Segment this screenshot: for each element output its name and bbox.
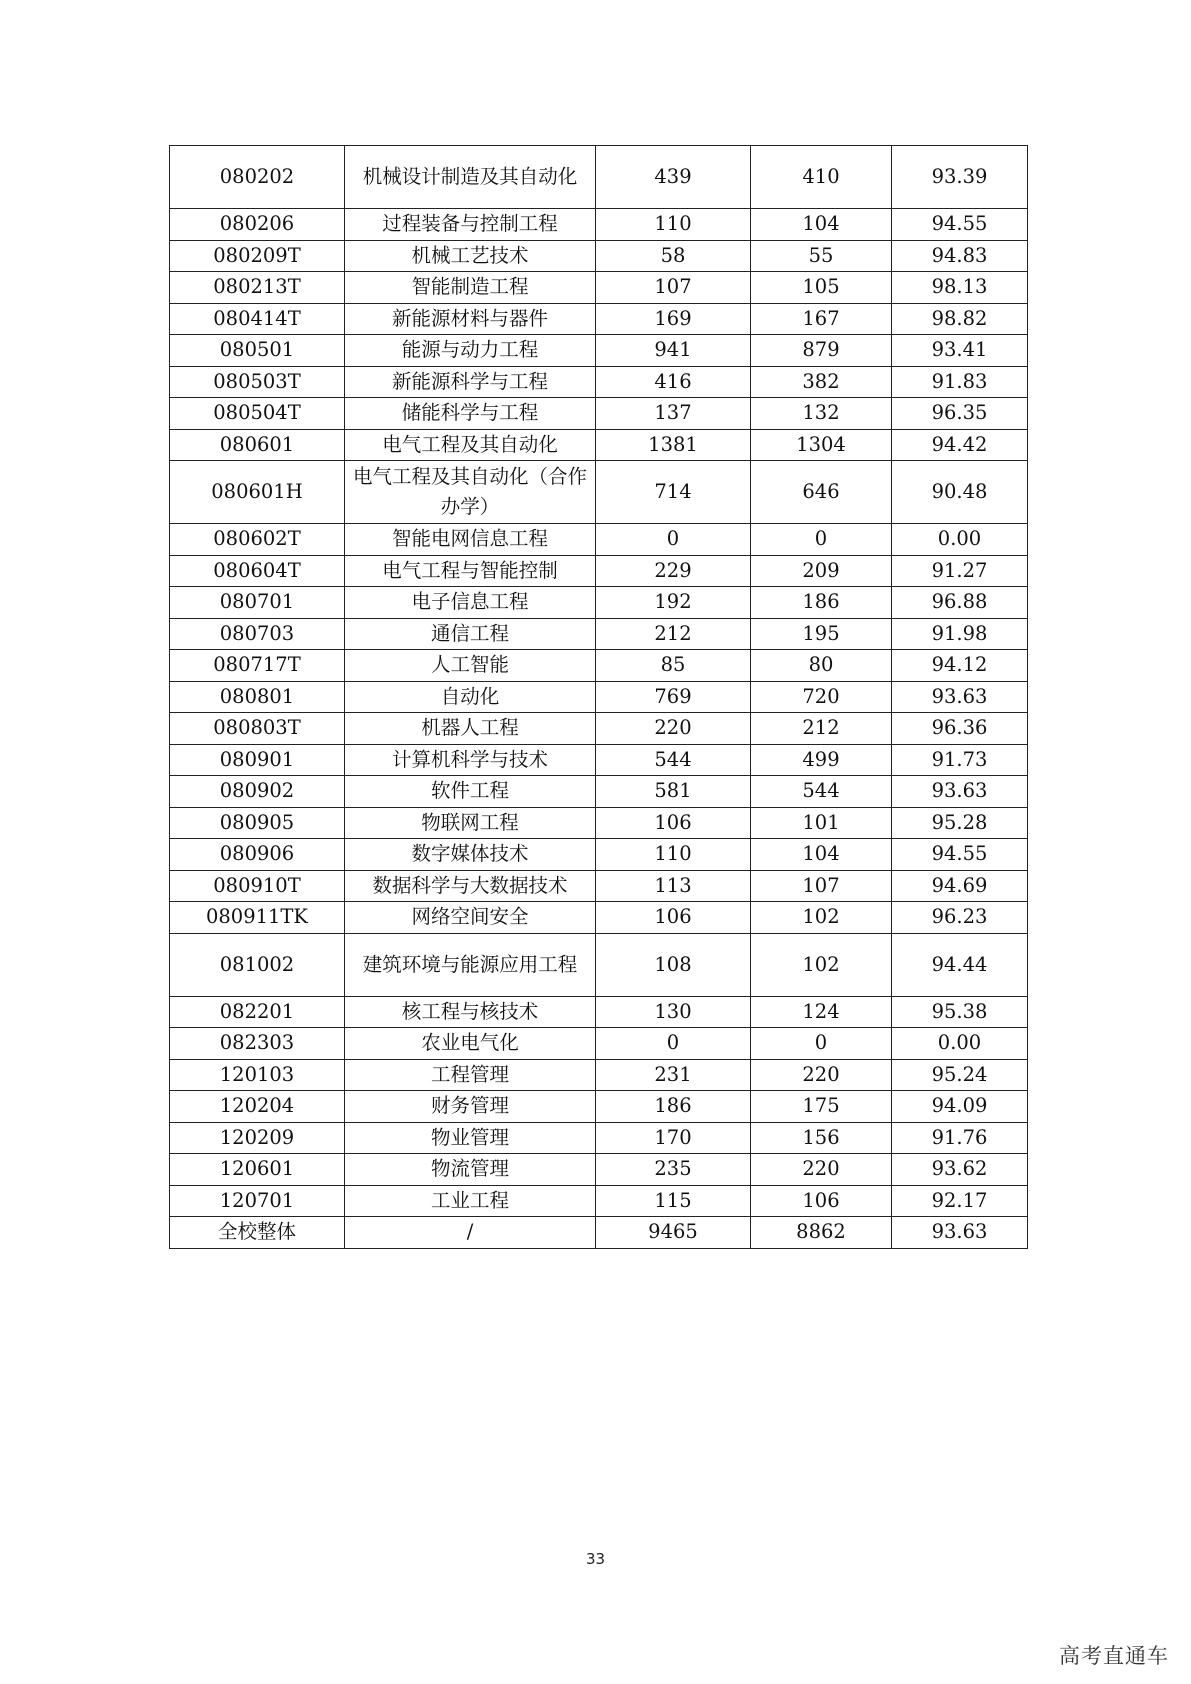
table-row	[170, 461, 1028, 524]
cell-col5-rate: 93.63	[892, 1217, 1028, 1249]
table-row	[170, 587, 1028, 619]
cell-col3-count: 714	[596, 461, 751, 524]
cell-major-name: 计算机科学与技术	[345, 744, 596, 776]
cell-col3-count: 85	[596, 650, 751, 682]
cell-col4-count: 8862	[751, 1217, 892, 1249]
cell-col3-count: 170	[596, 1122, 751, 1154]
cell-col3-count: 439	[596, 146, 751, 209]
table-row	[170, 524, 1028, 556]
cell-col5-rate: 96.36	[892, 713, 1028, 745]
cell-col4-count: 175	[751, 1091, 892, 1123]
cell-col5-rate: 94.42	[892, 429, 1028, 461]
cell-col4-count: 499	[751, 744, 892, 776]
cell-col4-count: 132	[751, 398, 892, 430]
cell-code: 080901	[170, 744, 345, 776]
cell-major-name: 数据科学与大数据技术	[345, 870, 596, 902]
cell-col3-count: 235	[596, 1154, 751, 1186]
cell-col5-rate: 92.17	[892, 1185, 1028, 1217]
table-row	[170, 650, 1028, 682]
cell-code: 120204	[170, 1091, 345, 1123]
cell-col3-count: 113	[596, 870, 751, 902]
table-row	[170, 398, 1028, 430]
cell-major-name: 能源与动力工程	[345, 335, 596, 367]
cell-col5-rate: 93.62	[892, 1154, 1028, 1186]
table-row	[170, 996, 1028, 1028]
cell-col3-count: 229	[596, 555, 751, 587]
table-row	[170, 681, 1028, 713]
page-number: 33	[585, 1550, 606, 1568]
cell-col4-count: 410	[751, 146, 892, 209]
cell-col5-rate: 94.69	[892, 870, 1028, 902]
cell-code: 全校整体	[170, 1217, 345, 1249]
cell-col3-count: 231	[596, 1059, 751, 1091]
cell-col5-rate: 0.00	[892, 1028, 1028, 1060]
cell-major-name: 工业工程	[345, 1185, 596, 1217]
cell-major-name: 数字媒体技术	[345, 839, 596, 871]
cell-major-name: 电气工程及其自动化（合作办学）	[345, 461, 596, 524]
cell-code: 120601	[170, 1154, 345, 1186]
cell-col4-count: 220	[751, 1154, 892, 1186]
cell-code: 080803T	[170, 713, 345, 745]
cell-col3-count: 212	[596, 618, 751, 650]
cell-col4-count: 80	[751, 650, 892, 682]
cell-col5-rate: 90.48	[892, 461, 1028, 524]
cell-code: 080504T	[170, 398, 345, 430]
cell-col5-rate: 93.41	[892, 335, 1028, 367]
table-row	[170, 240, 1028, 272]
cell-col4-count: 1304	[751, 429, 892, 461]
cell-code: 080202	[170, 146, 345, 209]
table-row	[170, 1059, 1028, 1091]
cell-col5-rate: 94.09	[892, 1091, 1028, 1123]
cell-col3-count: 0	[596, 1028, 751, 1060]
cell-col3-count: 416	[596, 366, 751, 398]
table-row	[170, 1154, 1028, 1186]
cell-code: 080503T	[170, 366, 345, 398]
cell-col3-count: 108	[596, 933, 751, 996]
table-row	[170, 902, 1028, 934]
cell-col4-count: 209	[751, 555, 892, 587]
table-row	[170, 1122, 1028, 1154]
table-row	[170, 146, 1028, 209]
cell-col3-count: 58	[596, 240, 751, 272]
cell-col3-count: 106	[596, 807, 751, 839]
cell-major-name: 新能源科学与工程	[345, 366, 596, 398]
cell-col4-count: 156	[751, 1122, 892, 1154]
cell-code: 080905	[170, 807, 345, 839]
table-row	[170, 335, 1028, 367]
cell-code: 081002	[170, 933, 345, 996]
cell-col4-count: 0	[751, 524, 892, 556]
cell-col4-count: 212	[751, 713, 892, 745]
cell-code: 082303	[170, 1028, 345, 1060]
cell-col4-count: 104	[751, 839, 892, 871]
cell-col4-count: 646	[751, 461, 892, 524]
table-row	[170, 744, 1028, 776]
cell-code: 080911TK	[170, 902, 345, 934]
cell-code: 080414T	[170, 303, 345, 335]
cell-col3-count: 220	[596, 713, 751, 745]
cell-code: 082201	[170, 996, 345, 1028]
cell-col5-rate: 94.44	[892, 933, 1028, 996]
cell-col4-count: 186	[751, 587, 892, 619]
cell-col5-rate: 96.88	[892, 587, 1028, 619]
cell-col4-count: 167	[751, 303, 892, 335]
cell-major-name: 核工程与核技术	[345, 996, 596, 1028]
cell-major-name: 自动化	[345, 681, 596, 713]
cell-col4-count: 107	[751, 870, 892, 902]
cell-code: 120103	[170, 1059, 345, 1091]
cell-col3-count: 107	[596, 272, 751, 304]
cell-major-name: 电子信息工程	[345, 587, 596, 619]
table-row	[170, 776, 1028, 808]
cell-col4-count: 102	[751, 902, 892, 934]
watermark-text: 高考直通车	[1059, 1644, 1169, 1668]
cell-col5-rate: 91.83	[892, 366, 1028, 398]
table-row	[170, 1217, 1028, 1249]
cell-major-name: 电气工程与智能控制	[345, 555, 596, 587]
cell-code: 080902	[170, 776, 345, 808]
cell-col4-count: 105	[751, 272, 892, 304]
cell-code: 080209T	[170, 240, 345, 272]
cell-col4-count: 720	[751, 681, 892, 713]
cell-major-name: 网络空间安全	[345, 902, 596, 934]
cell-major-name: 建筑环境与能源应用工程	[345, 933, 596, 996]
cell-col3-count: 0	[596, 524, 751, 556]
table-row	[170, 555, 1028, 587]
cell-code: 120701	[170, 1185, 345, 1217]
cell-col3-count: 581	[596, 776, 751, 808]
cell-major-name: 物业管理	[345, 1122, 596, 1154]
cell-code: 080213T	[170, 272, 345, 304]
cell-col3-count: 544	[596, 744, 751, 776]
cell-major-name: 机械工艺技术	[345, 240, 596, 272]
cell-col5-rate: 95.24	[892, 1059, 1028, 1091]
cell-col3-count: 169	[596, 303, 751, 335]
table-row	[170, 1091, 1028, 1123]
cell-major-name: 过程装备与控制工程	[345, 209, 596, 241]
cell-col4-count: 101	[751, 807, 892, 839]
cell-code: 080501	[170, 335, 345, 367]
cell-major-name: 新能源材料与器件	[345, 303, 596, 335]
cell-major-name: 通信工程	[345, 618, 596, 650]
cell-code: 080604T	[170, 555, 345, 587]
cell-col5-rate: 96.23	[892, 902, 1028, 934]
cell-col3-count: 192	[596, 587, 751, 619]
table-row	[170, 839, 1028, 871]
cell-code: 080206	[170, 209, 345, 241]
table-row	[170, 1185, 1028, 1217]
table-body	[170, 146, 1028, 1249]
cell-major-name: 工程管理	[345, 1059, 596, 1091]
cell-major-name: 物流管理	[345, 1154, 596, 1186]
cell-col3-count: 186	[596, 1091, 751, 1123]
cell-col3-count: 137	[596, 398, 751, 430]
employment-rate-table	[169, 145, 1028, 1249]
cell-col3-count: 769	[596, 681, 751, 713]
cell-col3-count: 130	[596, 996, 751, 1028]
cell-major-name: /	[345, 1217, 596, 1249]
cell-col3-count: 115	[596, 1185, 751, 1217]
cell-col5-rate: 94.55	[892, 209, 1028, 241]
cell-major-name: 机器人工程	[345, 713, 596, 745]
cell-col5-rate: 94.12	[892, 650, 1028, 682]
cell-col5-rate: 91.76	[892, 1122, 1028, 1154]
cell-col5-rate: 95.38	[892, 996, 1028, 1028]
cell-col4-count: 879	[751, 335, 892, 367]
cell-col4-count: 0	[751, 1028, 892, 1060]
table-row	[170, 807, 1028, 839]
cell-major-name: 电气工程及其自动化	[345, 429, 596, 461]
cell-major-name: 软件工程	[345, 776, 596, 808]
cell-col5-rate: 91.73	[892, 744, 1028, 776]
cell-col5-rate: 93.39	[892, 146, 1028, 209]
table-row	[170, 1028, 1028, 1060]
cell-col5-rate: 0.00	[892, 524, 1028, 556]
cell-col5-rate: 96.35	[892, 398, 1028, 430]
cell-col3-count: 9465	[596, 1217, 751, 1249]
cell-code: 080601H	[170, 461, 345, 524]
cell-col5-rate: 94.55	[892, 839, 1028, 871]
cell-col5-rate: 94.83	[892, 240, 1028, 272]
cell-col5-rate: 98.13	[892, 272, 1028, 304]
cell-code: 080910T	[170, 870, 345, 902]
cell-code: 080703	[170, 618, 345, 650]
table-row	[170, 209, 1028, 241]
cell-col3-count: 110	[596, 209, 751, 241]
cell-major-name: 智能电网信息工程	[345, 524, 596, 556]
cell-col5-rate: 91.98	[892, 618, 1028, 650]
cell-col5-rate: 98.82	[892, 303, 1028, 335]
cell-col4-count: 220	[751, 1059, 892, 1091]
cell-major-name: 物联网工程	[345, 807, 596, 839]
table-row	[170, 933, 1028, 996]
cell-col5-rate: 95.28	[892, 807, 1028, 839]
table-row	[170, 366, 1028, 398]
cell-code: 080601	[170, 429, 345, 461]
cell-code: 080701	[170, 587, 345, 619]
cell-col4-count: 124	[751, 996, 892, 1028]
cell-major-name: 机械设计制造及其自动化	[345, 146, 596, 209]
cell-col4-count: 382	[751, 366, 892, 398]
cell-code: 080717T	[170, 650, 345, 682]
cell-col3-count: 110	[596, 839, 751, 871]
cell-col3-count: 1381	[596, 429, 751, 461]
cell-major-name: 人工智能	[345, 650, 596, 682]
cell-col4-count: 102	[751, 933, 892, 996]
table-row	[170, 870, 1028, 902]
cell-col4-count: 195	[751, 618, 892, 650]
table-row	[170, 618, 1028, 650]
table-row	[170, 272, 1028, 304]
cell-col4-count: 544	[751, 776, 892, 808]
cell-col5-rate: 91.27	[892, 555, 1028, 587]
cell-col5-rate: 93.63	[892, 681, 1028, 713]
cell-code: 080801	[170, 681, 345, 713]
cell-col4-count: 104	[751, 209, 892, 241]
table-row	[170, 713, 1028, 745]
cell-col5-rate: 93.63	[892, 776, 1028, 808]
table-row	[170, 429, 1028, 461]
cell-code: 080906	[170, 839, 345, 871]
cell-col3-count: 106	[596, 902, 751, 934]
cell-major-name: 财务管理	[345, 1091, 596, 1123]
cell-major-name: 储能科学与工程	[345, 398, 596, 430]
table-row	[170, 303, 1028, 335]
cell-code: 120209	[170, 1122, 345, 1154]
cell-major-name: 农业电气化	[345, 1028, 596, 1060]
cell-col3-count: 941	[596, 335, 751, 367]
cell-col4-count: 55	[751, 240, 892, 272]
cell-col4-count: 106	[751, 1185, 892, 1217]
cell-code: 080602T	[170, 524, 345, 556]
cell-major-name: 智能制造工程	[345, 272, 596, 304]
